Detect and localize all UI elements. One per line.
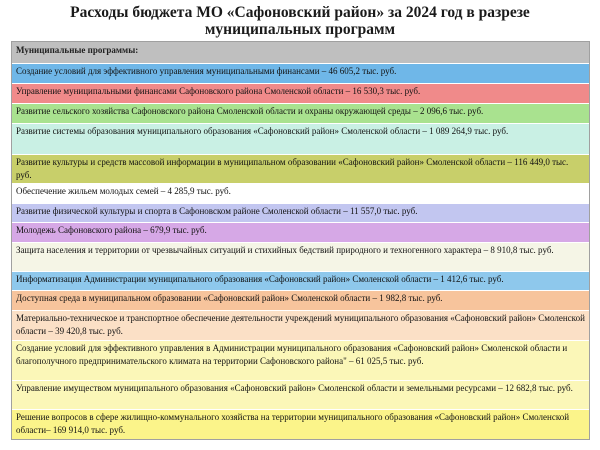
program-row: Управление имуществом муниципального образования «Сафоновский район» Смоленской области и земельными ресурсами – 12 682,8 тыс. руб. (12, 380, 589, 409)
program-row: Управление муниципальными финансами Сафоновского района Смоленской области – 16 530,3 тыс. руб. (12, 83, 589, 103)
program-row: Развитие системы образования муниципального образования «Сафоновский район» Смоленской области – 1 089 264,9 тыс. руб. (12, 123, 589, 154)
program-row: Доступная среда в муниципальном образовании «Сафоновский район» Смоленской области – 1 982,8 тыс. руб. (12, 290, 589, 310)
program-row: Развитие сельского хозяйства Сафоновского района Смоленской области и охраны окружающей среды – 2 096,6 тыс. руб. (12, 103, 589, 123)
program-row: Развитие физической культуры и спорта в Сафоновском районе Смоленской области – 11 557,0 тыс. руб. (12, 203, 589, 222)
program-row: Создание условий для эффективного управления в Администрации муниципального образования «Сафоновский район» Смоленской области и благополучного предпринимательского климата на территории Сафоновского района" – 61 025,5 тыс. руб. (12, 340, 589, 380)
program-row: Обеспечение жильем молодых семей – 4 285,9 тыс. руб. (12, 183, 589, 203)
program-row: Создание условий для эффективного управления муниципальными финансами – 46 605,2 тыс. руб. (12, 63, 589, 83)
title-line-1: Расходы бюджета МО «Сафоновский район» за 2024 год в разрезе (70, 4, 530, 21)
program-row: Развитие культуры и средств массовой информации в муниципальном образовании «Сафоновский район» Смоленской области – 116 449,0 тыс. руб. (12, 154, 589, 183)
program-row: Защита населения и территории от чрезвычайных ситуаций и стихийных бедствий природного и техногенного характера – 8 910,8 тыс. руб. (12, 242, 589, 271)
program-row: Решение вопросов в сфере жилищно-коммунального хозяйства на территории муниципального образования «Сафоновский район» Смоленской области– 169 914,0 тыс. руб. (12, 409, 589, 439)
table-header: Муниципальные программы: (12, 42, 589, 63)
program-row: Информатизация Администрации муниципального образования «Сафоновский район» Смоленской области – 1 412,6 тыс. руб. (12, 271, 589, 290)
page-title (0, 4, 600, 38)
programs-table (11, 41, 590, 440)
title-line-2: муниципальных программ (204, 21, 396, 38)
program-row: Материально-техническое и транспортное обеспечение деятельности учреждений муниципального образования «Сафоновский район» Смоленской области – 39 420,8 тыс. руб. (12, 310, 589, 340)
program-row: Молодежь Сафоновского района – 679,9 тыс. руб. (12, 222, 589, 242)
